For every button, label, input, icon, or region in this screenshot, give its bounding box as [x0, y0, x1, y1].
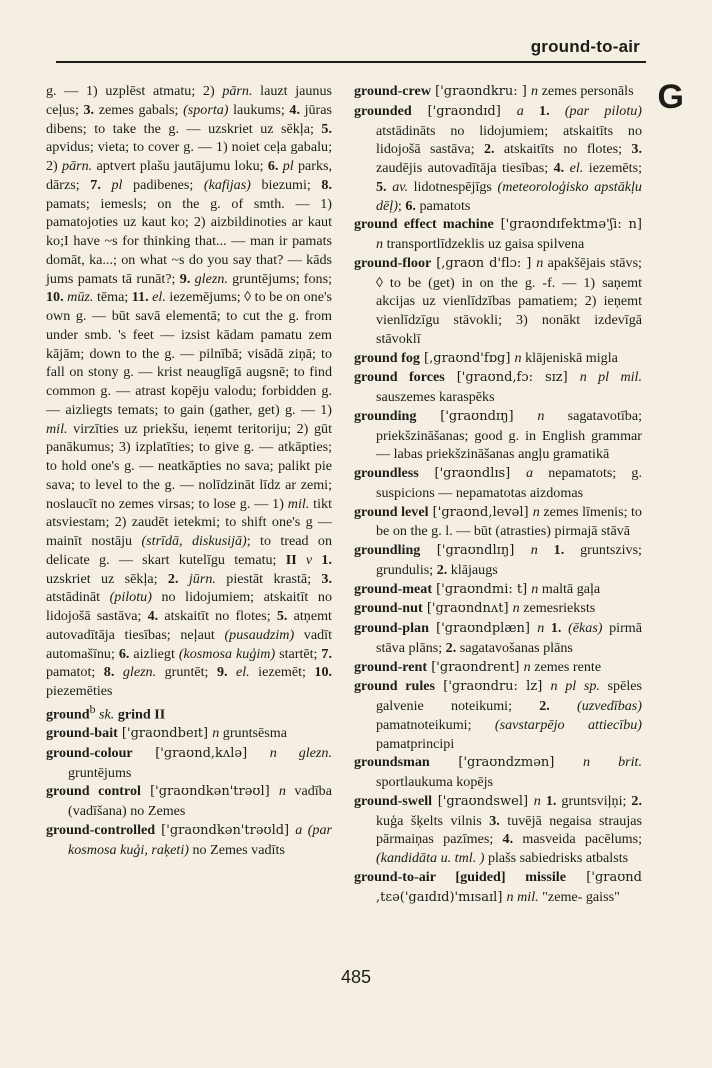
entry-text: a: [516, 102, 524, 119]
headword-text: ground-swell: [354, 792, 433, 809]
entry-text: [179, 571, 189, 587]
headword-text: groundling: [354, 542, 421, 558]
pronunciation: ['graʊnd ,tɛə('gaɪdɪd)'mɪsaɪl]: [376, 869, 642, 905]
entry-text: jūras dibens; to take the g. — uzskriet uz sēkļa;: [46, 101, 332, 137]
entry-text: pl: [282, 158, 294, 174]
entry-text: n: [537, 620, 545, 636]
entry-text: av.: [392, 178, 408, 195]
headword-text: ground-crew: [354, 83, 431, 99]
entry-text: uzskriet uz sēkļa;: [46, 570, 168, 587]
dictionary-entry: [354, 215, 642, 254]
entry-text: atstādināt: [46, 589, 110, 606]
entry-text: n: [536, 254, 544, 271]
entry-text: gruntszivs; grundulis;: [376, 542, 642, 578]
entry-text: pamatnoteikumi;: [376, 716, 495, 733]
headword-text: 4.: [289, 101, 300, 118]
entry-text: (par kosmosa kuģi, raķeti): [68, 821, 332, 858]
entry-text: (ēkas): [568, 620, 603, 636]
headword-text: 2.: [539, 698, 550, 714]
entry-text: ; to tread on delicate g. — skart kutelīgu tematu;: [46, 533, 332, 568]
entry-text: glezn.: [298, 744, 332, 761]
entry-text: tēma;: [93, 289, 132, 306]
headword-text: 10.: [314, 664, 333, 681]
headword-text: 4.: [147, 608, 159, 624]
headword-text: ground-plan: [354, 620, 429, 636]
entry-text: lauzt jaunus ceļus;: [46, 83, 332, 118]
entry-text: n: [512, 600, 520, 617]
dictionary-entry: [354, 254, 642, 349]
header-rule: [56, 61, 646, 63]
entry-text: n: [531, 83, 539, 99]
entry-text: [590, 754, 618, 770]
right-column: [354, 82, 642, 907]
entry-text: n: [530, 542, 538, 558]
dictionary-entry: [354, 868, 642, 908]
pronunciation: ['graʊndlɪs]: [418, 466, 526, 481]
page-number: 485: [340, 967, 372, 987]
running-header: ground-to-air: [530, 37, 640, 56]
entry-text: el.: [236, 664, 250, 681]
entry-text: masveida pacēlums;: [513, 831, 642, 848]
entry-text: gruntējums: [68, 764, 132, 781]
pronunciation: ['graʊndmi: t]: [432, 581, 532, 597]
entry-text: a: [295, 821, 303, 838]
dictionary-entry: [354, 464, 642, 503]
entry-text: n: [376, 236, 384, 252]
entry-text: kuģa šķelts vilnis: [376, 812, 490, 829]
entry-text: (par pilotu): [564, 102, 642, 119]
entry-text: sagatavošanas plāns: [456, 639, 573, 656]
entry-text: sagatavotība; priekšzināšanas; good g. in English grammar — labas priekšzināšanas angļu gramatikā: [376, 407, 642, 463]
entry-text: aptvert plašu jautājumu loku;: [92, 158, 268, 174]
entry-text: el.: [152, 289, 166, 306]
entry-text: [544, 620, 551, 636]
headword-text: 3.: [83, 101, 95, 118]
pronunciation: ['graʊndɪd]: [411, 103, 517, 119]
entry-text: n: [531, 580, 539, 597]
entry-text: pamatot;: [46, 664, 104, 681]
entry-text: (kandidāta u. tml. ): [376, 850, 485, 866]
headword-text: 7.: [321, 645, 332, 662]
entry-text: b: [89, 702, 96, 716]
pronunciation: ['graʊnd,fɔ: sɪz]: [444, 370, 580, 386]
entry-text: lidotnespējīgs: [407, 178, 498, 195]
headword-text: ground effect machine: [354, 216, 494, 233]
pronunciation: [,graʊnd'fɒg]: [419, 350, 515, 366]
entry-text: pārn.: [62, 158, 93, 174]
entry-text: gruntsēsma: [219, 725, 287, 742]
dictionary-entry: [354, 349, 642, 369]
dictionary-entry: [354, 580, 642, 600]
entry-text: atskaitīts no flotes;: [494, 141, 632, 158]
dictionary-entry: [354, 792, 642, 868]
headword-text: grounding: [354, 407, 417, 424]
entry-text: (meteoroloģisko apstākļu dēļ): [376, 178, 642, 214]
entry-text: iezemēt;: [249, 664, 315, 681]
entry-text: "zeme- gaiss": [538, 888, 620, 905]
entry-continuation: [46, 82, 332, 701]
entry-text: apvidus; vieta; to cover g. — 1) noiet ceļa gabalu; 2): [46, 139, 332, 174]
entry-text: pirmā stāva plāns;: [376, 620, 642, 656]
headword-text: ground rules: [354, 678, 436, 695]
entry-text: apakšējais stāvs; ◊ to be (get) in on the g. -f. — 1) saņemt akcijas uz vienlīdzības pamatiem; 2) ieņemt vienlīdzīgu stāvokli; 3) nonākt izdevīgā stāvoklī: [376, 254, 642, 347]
dictionary-entry: [354, 82, 642, 102]
pronunciation: ['graʊndkru: ]: [431, 84, 532, 99]
headword-text: 2.: [167, 570, 179, 587]
headword-text: ground forces: [354, 369, 445, 386]
headword-text: 2.: [445, 639, 457, 656]
entry-text: atskaitīt no flotes;: [158, 608, 277, 624]
headword-text: II: [285, 551, 297, 568]
headword-text: 3.: [631, 141, 642, 158]
entry-text: zemes gabals;: [94, 101, 184, 118]
entry-text: parks, dārzs;: [46, 158, 333, 193]
entry-text: padibenes;: [122, 176, 204, 193]
left-column: [46, 82, 332, 859]
headword-text: ground fog: [354, 349, 420, 366]
entry-text: aizliegt: [129, 645, 179, 662]
headword-text: 5.: [321, 120, 332, 137]
pronunciation: ['graʊndzmən]: [429, 755, 584, 771]
entry-text: [538, 542, 554, 558]
entry-text: n pl sp.: [550, 678, 600, 695]
entry-text: gruntējums; fons;: [227, 270, 332, 287]
entry-text: atstādināts no lidojumiem; atskaitīts no lidojošā sastāva;: [376, 122, 642, 158]
headword-text: 6.: [118, 645, 130, 662]
headword-text: ground-bait: [46, 725, 118, 742]
entry-text: (uzvedības): [577, 698, 642, 714]
entry-text: n pl mil.: [579, 369, 642, 386]
pronunciation: ['graʊnd,kʌlə]: [132, 745, 270, 761]
entry-text: n: [533, 792, 541, 809]
entry-text: (pilotu): [109, 589, 152, 606]
entry-text: n mil.: [506, 888, 539, 905]
headword-text: ground control: [46, 783, 141, 800]
headword-text: 1.: [550, 620, 562, 636]
dictionary-entry: [354, 368, 642, 407]
entry-text: (strīdā, diskusijā): [141, 533, 247, 549]
entry-text: mil.: [287, 495, 310, 512]
headword-text: grind II: [117, 706, 166, 723]
entry-text: iezemējums; ◊ to be on one's own g. — būt savā elementā; to cut the g. from under smb. 's feet — izsist kādam pamatu zem kājām; down to the g. — pilnībā; visādā ziņā; to fall on stony g. — krist neauglīgā augsnē; to find common g. — atrast kopēju valodu; forbidden g. — aizliegts temats; to gain (gather, get) g. — 1): [46, 289, 332, 418]
headword-text: 5.: [376, 178, 387, 195]
headword-text: 3.: [489, 812, 500, 829]
entry-text: startēt;: [275, 645, 322, 662]
entry-text: pl: [111, 176, 123, 193]
entry-text: n: [514, 349, 522, 366]
entry-text: [101, 177, 112, 193]
dictionary-entry: [354, 102, 642, 216]
dictionary-entry: [354, 503, 642, 542]
dictionary-entry: [354, 541, 642, 580]
entry-text: mil.: [46, 420, 68, 437]
headword-text: 11.: [131, 289, 149, 306]
entry-text: (pusaudzim): [224, 626, 295, 643]
thumb-index-letter: G: [657, 78, 684, 116]
pronunciation: ['graʊndswel]: [432, 793, 534, 809]
headword-text: 4.: [553, 160, 565, 176]
dictionary-entry: [354, 658, 642, 678]
entry-text: sauszemes karaspēks: [376, 389, 495, 405]
entry-text: zemes rente: [530, 658, 602, 675]
headword-text: 9.: [216, 664, 228, 681]
entry-text: brit.: [618, 754, 642, 771]
pronunciation: ['graʊndnʌt]: [422, 601, 513, 617]
pronunciation: [,graʊn d'flɔ: ]: [431, 255, 537, 271]
entry-text: [550, 103, 565, 119]
entry-text: klājaugs: [447, 561, 498, 578]
entry-text: nepamatots; g. suspicions — nepamatotas aizdomas: [376, 465, 642, 501]
entry-text: pārn.: [222, 83, 253, 99]
entry-text: (kafijas): [203, 176, 251, 193]
headword-text: 2.: [631, 792, 642, 809]
entry-text: jūrn.: [188, 570, 216, 587]
entry-text: gruntēt;: [156, 664, 217, 681]
entry-text: zemesrieksts: [519, 600, 596, 617]
dictionary-entry: [354, 677, 642, 753]
entry-text: maltā gaļa: [538, 580, 601, 597]
headword-text: 1.: [545, 792, 557, 809]
headword-text: 1.: [321, 551, 332, 568]
entry-text: klājeniskā migla: [521, 349, 618, 366]
entry-text: zemes līmenis; to be on the g. l. — būt (atrasties) pirmajā stāvā: [376, 503, 642, 540]
entry-text: transportlīdzeklis uz gaisa spilvena: [383, 236, 585, 252]
pronunciation: ['graʊndlɪŋ]: [420, 543, 531, 558]
pronunciation: ['graʊndɪfektmə'ʃi: n]: [493, 217, 642, 233]
entry-text: [297, 552, 306, 568]
entry-text: spēles galvenie noteikumi;: [376, 678, 642, 714]
entry-text: glezn.: [122, 664, 157, 681]
pronunciation: ['graʊndrent]: [427, 659, 524, 675]
entry-text: [550, 698, 577, 714]
pronunciation: ['graʊndkən'trəʊld]: [155, 822, 296, 838]
entry-text: v: [305, 551, 313, 568]
entry-text: n: [212, 725, 220, 742]
entry-text: n: [523, 658, 531, 675]
headword-text: 6.: [405, 197, 416, 214]
entry-text: n: [537, 407, 545, 424]
headword-text: ground: [46, 706, 90, 723]
headword-text: ground-colour: [46, 744, 133, 761]
entry-text: [524, 103, 539, 119]
pronunciation: ['graʊndkən'trəʊl]: [140, 784, 279, 800]
headword-text: 2.: [436, 561, 448, 578]
headword-text: 10.: [46, 289, 64, 306]
entry-text: tuvējā negaisa straujas pārmaiņas pazīmes;: [376, 812, 642, 848]
entry-text: pamatprincipi: [376, 735, 455, 752]
entry-text: pamatots: [415, 197, 471, 214]
dictionary-entry: [46, 782, 332, 821]
headword-text: missile: [525, 868, 566, 885]
entry-text: atņemt autovadītāja tiesības; neļaut: [46, 608, 332, 643]
entry-text: no Zemes vadīts: [188, 841, 285, 858]
dictionary-entry: [354, 753, 642, 792]
entry-text: gruntsviļņi;: [556, 792, 632, 809]
entry-text: iezemēts;: [583, 160, 642, 176]
entry-text: [114, 664, 122, 680]
headword-text: 1.: [553, 542, 565, 558]
headword-text: 6.: [267, 158, 279, 174]
headword-text: 3.: [321, 570, 332, 587]
entry-text: g. — 1) uzplēst atmatu; 2): [46, 83, 223, 99]
dictionary-entry: [46, 701, 332, 724]
headword-text: 7.: [90, 176, 101, 193]
entry-text: laukums;: [228, 101, 290, 118]
headword-text: 4.: [502, 831, 514, 848]
entry-text: piezemēties: [46, 683, 113, 699]
headword-text: 2.: [483, 141, 495, 158]
entry-text: sk.: [99, 706, 115, 723]
headword-text: [guided]: [435, 868, 506, 885]
entry-text: biezumi;: [250, 176, 322, 193]
dictionary-entry: [46, 821, 332, 860]
entry-text: sportlaukuma kopējs: [376, 774, 494, 790]
headword-text: 8.: [321, 176, 332, 193]
dictionary-entry: [354, 407, 642, 464]
entry-text: el.: [569, 160, 584, 176]
headword-text: groundless: [354, 465, 419, 481]
headword-text: ground-meat: [354, 580, 433, 597]
entry-text: no lidojumiem; atskaitīt no lidojošā sastāva;: [46, 589, 332, 624]
pronunciation: ['graʊnd,levəl]: [428, 504, 533, 520]
entry-text: n: [583, 754, 591, 771]
entry-text: n: [278, 783, 286, 800]
dictionary-entry: [354, 619, 642, 658]
headword-text: ground-rent: [354, 658, 428, 675]
headword-text: 1.: [539, 102, 550, 119]
entry-text: [506, 869, 526, 885]
pronunciation: ['graʊndplæn]: [428, 621, 538, 636]
entry-text: (savstarpējo attiecību): [494, 716, 642, 733]
entry-text: zaudējis autovadītāja tiesības;: [376, 160, 554, 176]
entry-text: n: [269, 744, 277, 761]
headword-text: ground-to-air: [354, 868, 436, 885]
headword-text: ground-controlled: [46, 821, 156, 838]
headword-text: groundsman: [354, 754, 430, 771]
entry-text: n: [532, 503, 540, 520]
headword-text: 5.: [276, 608, 288, 624]
headword-text: ground level: [354, 503, 429, 520]
headword-text: ground-nut: [354, 600, 423, 617]
entry-text: plašs sabiedrisks atbalsts: [484, 850, 629, 866]
entry-text: virzīties uz priekšu, ieņemt teritoriju; 2) gūt panākumus; 3) izplatīties; to give g. — atkāpties; to hold one's g. — neatkāpties no sava; palikt pie sava; to level to the g. — nolīdzināt līdz ar zemi; noslaucīt no zemes virsas; to lose g. — 1): [46, 420, 332, 512]
entry-text: (kosmosa kuģim): [178, 645, 276, 662]
pronunciation: ['graʊndbeɪt]: [117, 726, 213, 742]
entry-text: [277, 745, 299, 761]
entry-text: (sporta): [183, 101, 229, 118]
headword-text: 9.: [179, 270, 191, 287]
entry-text: mūz.: [67, 289, 94, 306]
entry-text: glezn.: [194, 270, 228, 287]
headword-text: 8.: [103, 664, 115, 681]
dictionary-entry: [354, 599, 642, 619]
pronunciation: ['graʊndru: lz]: [435, 679, 551, 695]
pronunciation: ['graʊndɪŋ]: [416, 408, 538, 424]
entry-text: vadīt automašīnu;: [46, 626, 332, 662]
headword-text: ground-floor: [354, 254, 432, 271]
entry-text: a: [526, 465, 534, 481]
dictionary-entry: [46, 724, 332, 744]
entry-text: tikt atsviestam; 2) zaudēt ietekmi; to shift one's g — mainīt nostāju: [46, 495, 332, 549]
entry-text: [228, 664, 236, 680]
dictionary-entry: [46, 744, 332, 783]
entry-text: ;: [397, 197, 406, 214]
entry-text: pamats; iemesls; on the g. of smth. — 1) pamatojoties uz kaut ko; 2) aizbildinoties ar kaut ko;I have ~s for thinking that... — man ir pamats domāt, ka...; on what ~s do you say that? — kāds jums pamats tā runāt?;: [46, 195, 332, 287]
entry-text: piestāt krastā;: [215, 570, 322, 587]
headword-text: grounded: [354, 102, 412, 119]
entry-text: vadība (vadīšana) no Zemes: [68, 783, 332, 820]
entry-text: zemes personāls: [538, 83, 634, 99]
